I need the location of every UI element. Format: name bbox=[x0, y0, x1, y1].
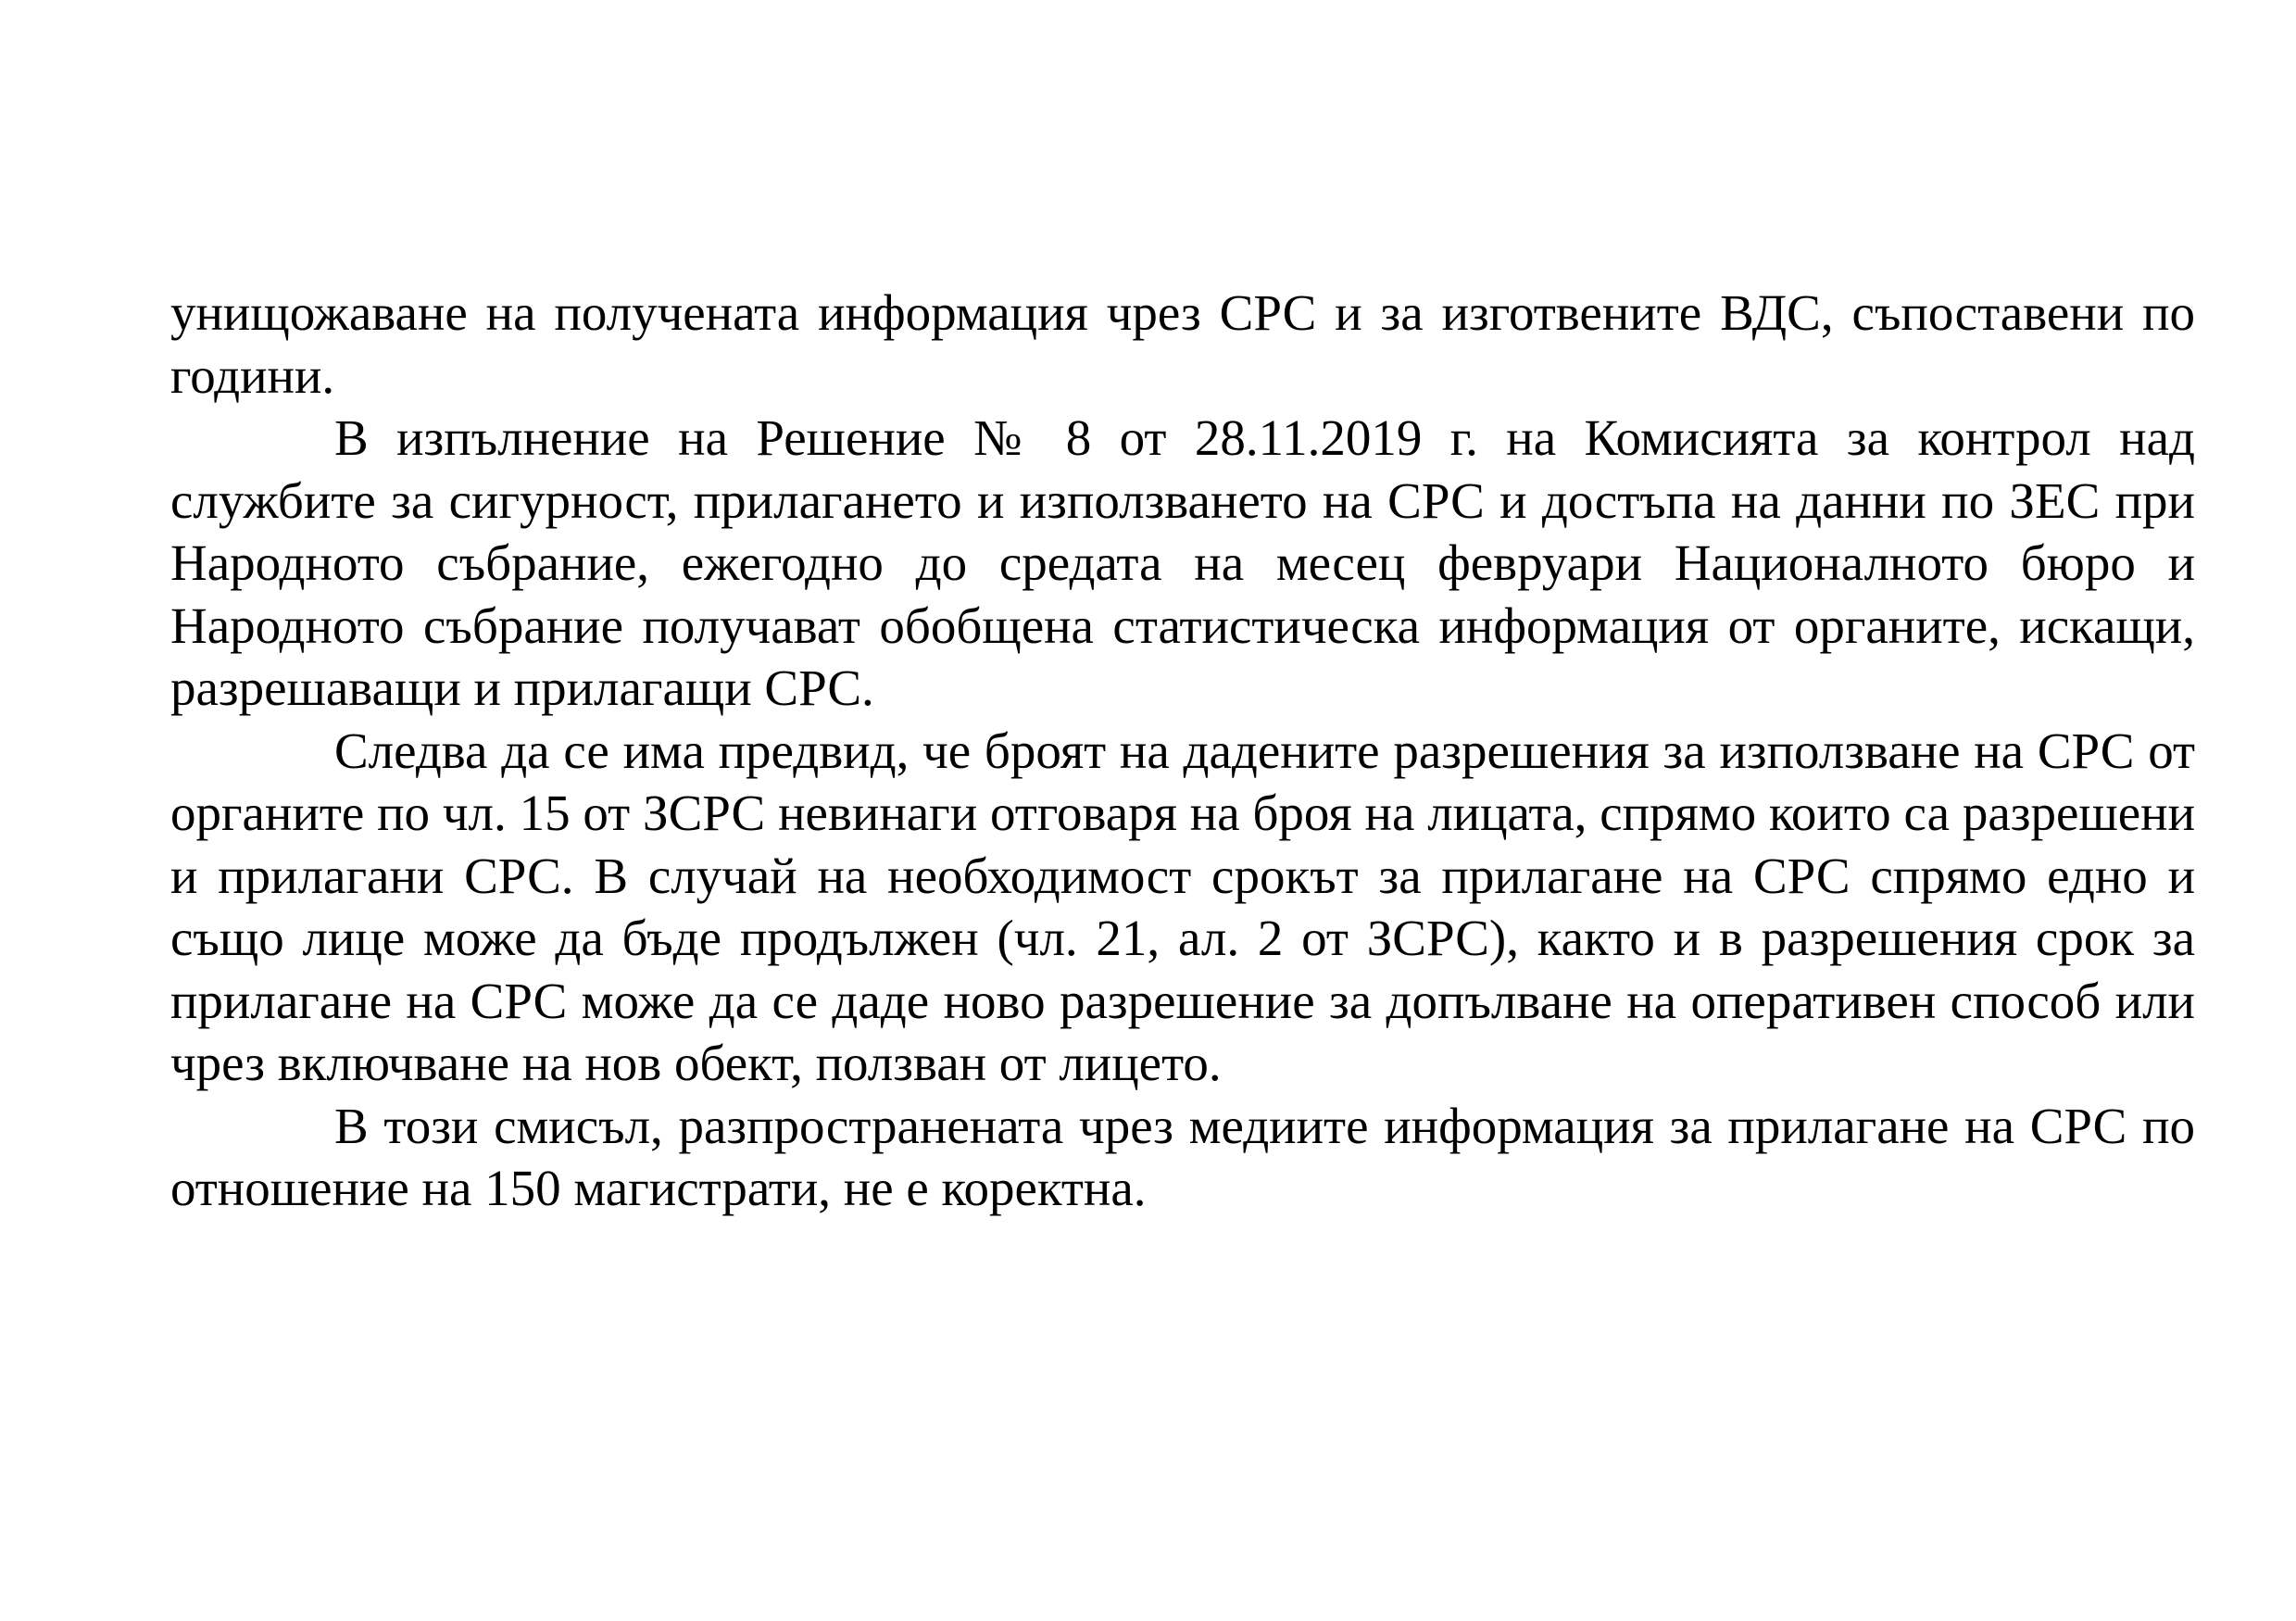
document-body bbox=[170, 282, 2195, 1220]
paragraph-continuation: унищожаване на получената информация чрез СРС и за изготвените ВДС, съпоставени по години. bbox=[170, 284, 2195, 404]
paragraph-decision: В изпълнение на Решение № 8 от 28.11.2019 г. на Комисията за контрол над службите за сигурност, прилагането и използването на СРС и достъпа на данни по ЗЕС при Народното събрание, ежегодно до средата на месец февруари Националното бюро и Народното събрание получават обобщена статистическа информация от органите, искащи, разрешаващи и прилагащи СРС. bbox=[170, 409, 2195, 716]
paragraph-conclusion: В този смисъл, разпространената чрез медиите информация за прилагане на СРС по отношение на 150 магистрати, не е коректна. bbox=[170, 1097, 2195, 1216]
paragraph-permissions: Следва да се има предвид, че броят на дадените разрешения за използване на СРС от органите по чл. 15 от ЗСРС невинаги отговаря на броя на лицата, спрямо които са разрешени и прилагани СРС. В случай на необходимост срокът за прилагане на СРС спрямо едно и също лице може да бъде продължен (чл. 21, ал. 2 от ЗСРС), както и в разрешения срок за прилагане на СРС може да се даде ново разрешение за допълване на оперативен способ или чрез включване на нов обект, ползван от лицето. bbox=[170, 722, 2195, 1091]
